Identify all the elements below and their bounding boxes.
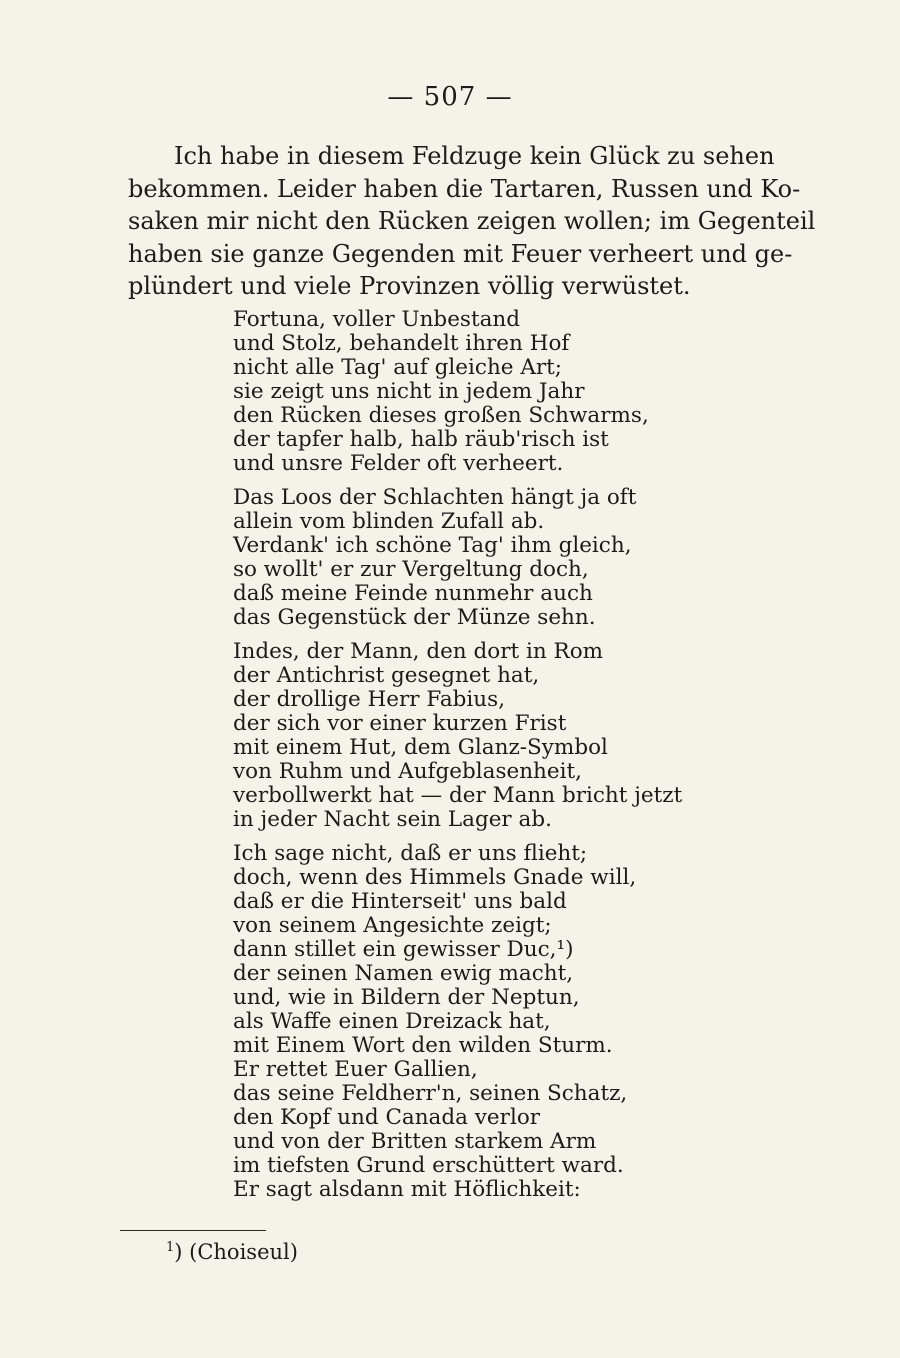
footnote-text: ) (Choiseul)	[174, 1240, 298, 1264]
stanza-2	[233, 486, 753, 630]
prose-line: bekommen. Leider haben die Tartaren, Russen und Ko-	[128, 174, 801, 203]
verse-line: Fortuna, voller Unbestand	[233, 307, 521, 332]
verse-line: daß meine Feinde nunmehr auch	[233, 581, 593, 606]
footnote-divider	[120, 1230, 266, 1231]
verse-line: von seinem Angesichte zeigt;	[233, 913, 552, 938]
verse-line: nicht alle Tag' auf gleiche Art;	[233, 355, 563, 380]
prose-line: saken mir nicht den Rücken zeigen wollen; im Gegenteil	[128, 207, 816, 235]
page-number: — 507 —	[387, 82, 513, 112]
verse-line: und von der Britten starkem Arm	[233, 1129, 597, 1154]
verse-line: Er rettet Euer Gallien,	[233, 1057, 478, 1082]
footnote	[166, 1240, 298, 1264]
verse-line: und unsre Felder oft verheert.	[233, 451, 564, 476]
prose-line: haben sie ganze Gegenden mit Feuer verheert und ge-	[128, 239, 793, 268]
verse-line: als Waffe einen Dreizack hat,	[233, 1009, 551, 1034]
prose-line: Ich habe in diesem Feldzuge kein Glück zu sehen	[174, 142, 775, 170]
verse-line: verbollwerkt hat — der Mann bricht jetzt	[233, 783, 683, 808]
verse-line: Ich sage nicht, daß er uns flieht;	[233, 841, 588, 866]
verse-line: von Ruhm und Aufgeblasenheit,	[233, 759, 582, 784]
verse-line: dann stillet ein gewisser Duc,¹)	[233, 937, 574, 962]
poem	[233, 308, 753, 1212]
verse-line: das seine Feldherr'n, seinen Schatz,	[233, 1081, 628, 1106]
verse-line: Verdank' ich schöne Tag' ihm gleich,	[233, 533, 632, 558]
verse-line: der sich vor einer kurzen Frist	[233, 711, 567, 736]
verse-line: das Gegenstück der Münze sehn.	[233, 605, 596, 630]
verse-line: und, wie in Bildern der Neptun,	[233, 985, 580, 1010]
stanza-4	[233, 842, 753, 1202]
verse-line: daß er die Hinterseit' uns bald	[233, 889, 567, 914]
verse-line: im tiefsten Grund erschüttert ward.	[233, 1153, 624, 1178]
verse-line: und Stolz, behandelt ihren Hof	[233, 331, 570, 356]
verse-line: Indes, der Mann, den dort in Rom	[233, 639, 604, 664]
verse-line: der Antichrist gesegnet hat,	[233, 663, 540, 688]
verse-line: der tapfer halb, halb räub'risch ist	[233, 427, 609, 452]
verse-line: der seinen Namen ewig macht,	[233, 961, 574, 986]
verse-line: so wollt' er zur Vergeltung doch,	[233, 557, 589, 582]
verse-line: der drollige Herr Fabius,	[233, 687, 506, 712]
verse-line: sie zeigt uns nicht in jedem Jahr	[233, 379, 585, 404]
verse-line: doch, wenn des Himmels Gnade will,	[233, 865, 637, 890]
verse-line: den Rücken dieses großen Schwarms,	[233, 403, 649, 428]
stanza-1	[233, 308, 753, 476]
verse-line: mit einem Hut, dem Glanz-Symbol	[233, 735, 608, 760]
verse-line: den Kopf und Canada verlor	[233, 1105, 541, 1130]
verse-line: mit Einem Wort den wilden Sturm.	[233, 1033, 613, 1058]
verse-line: allein vom blinden Zufall ab.	[233, 509, 545, 534]
prose-paragraph	[128, 140, 816, 303]
footnote-marker: 1	[166, 1240, 175, 1255]
stanza-3	[233, 640, 753, 832]
verse-line: Das Loos der Schlachten hängt ja oft	[233, 485, 637, 510]
prose-line: plündert und viele Provinzen völlig verwüstet.	[128, 272, 691, 300]
verse-line: Er sagt alsdann mit Höflichkeit:	[233, 1177, 581, 1202]
verse-line: in jeder Nacht sein Lager ab.	[233, 807, 552, 832]
